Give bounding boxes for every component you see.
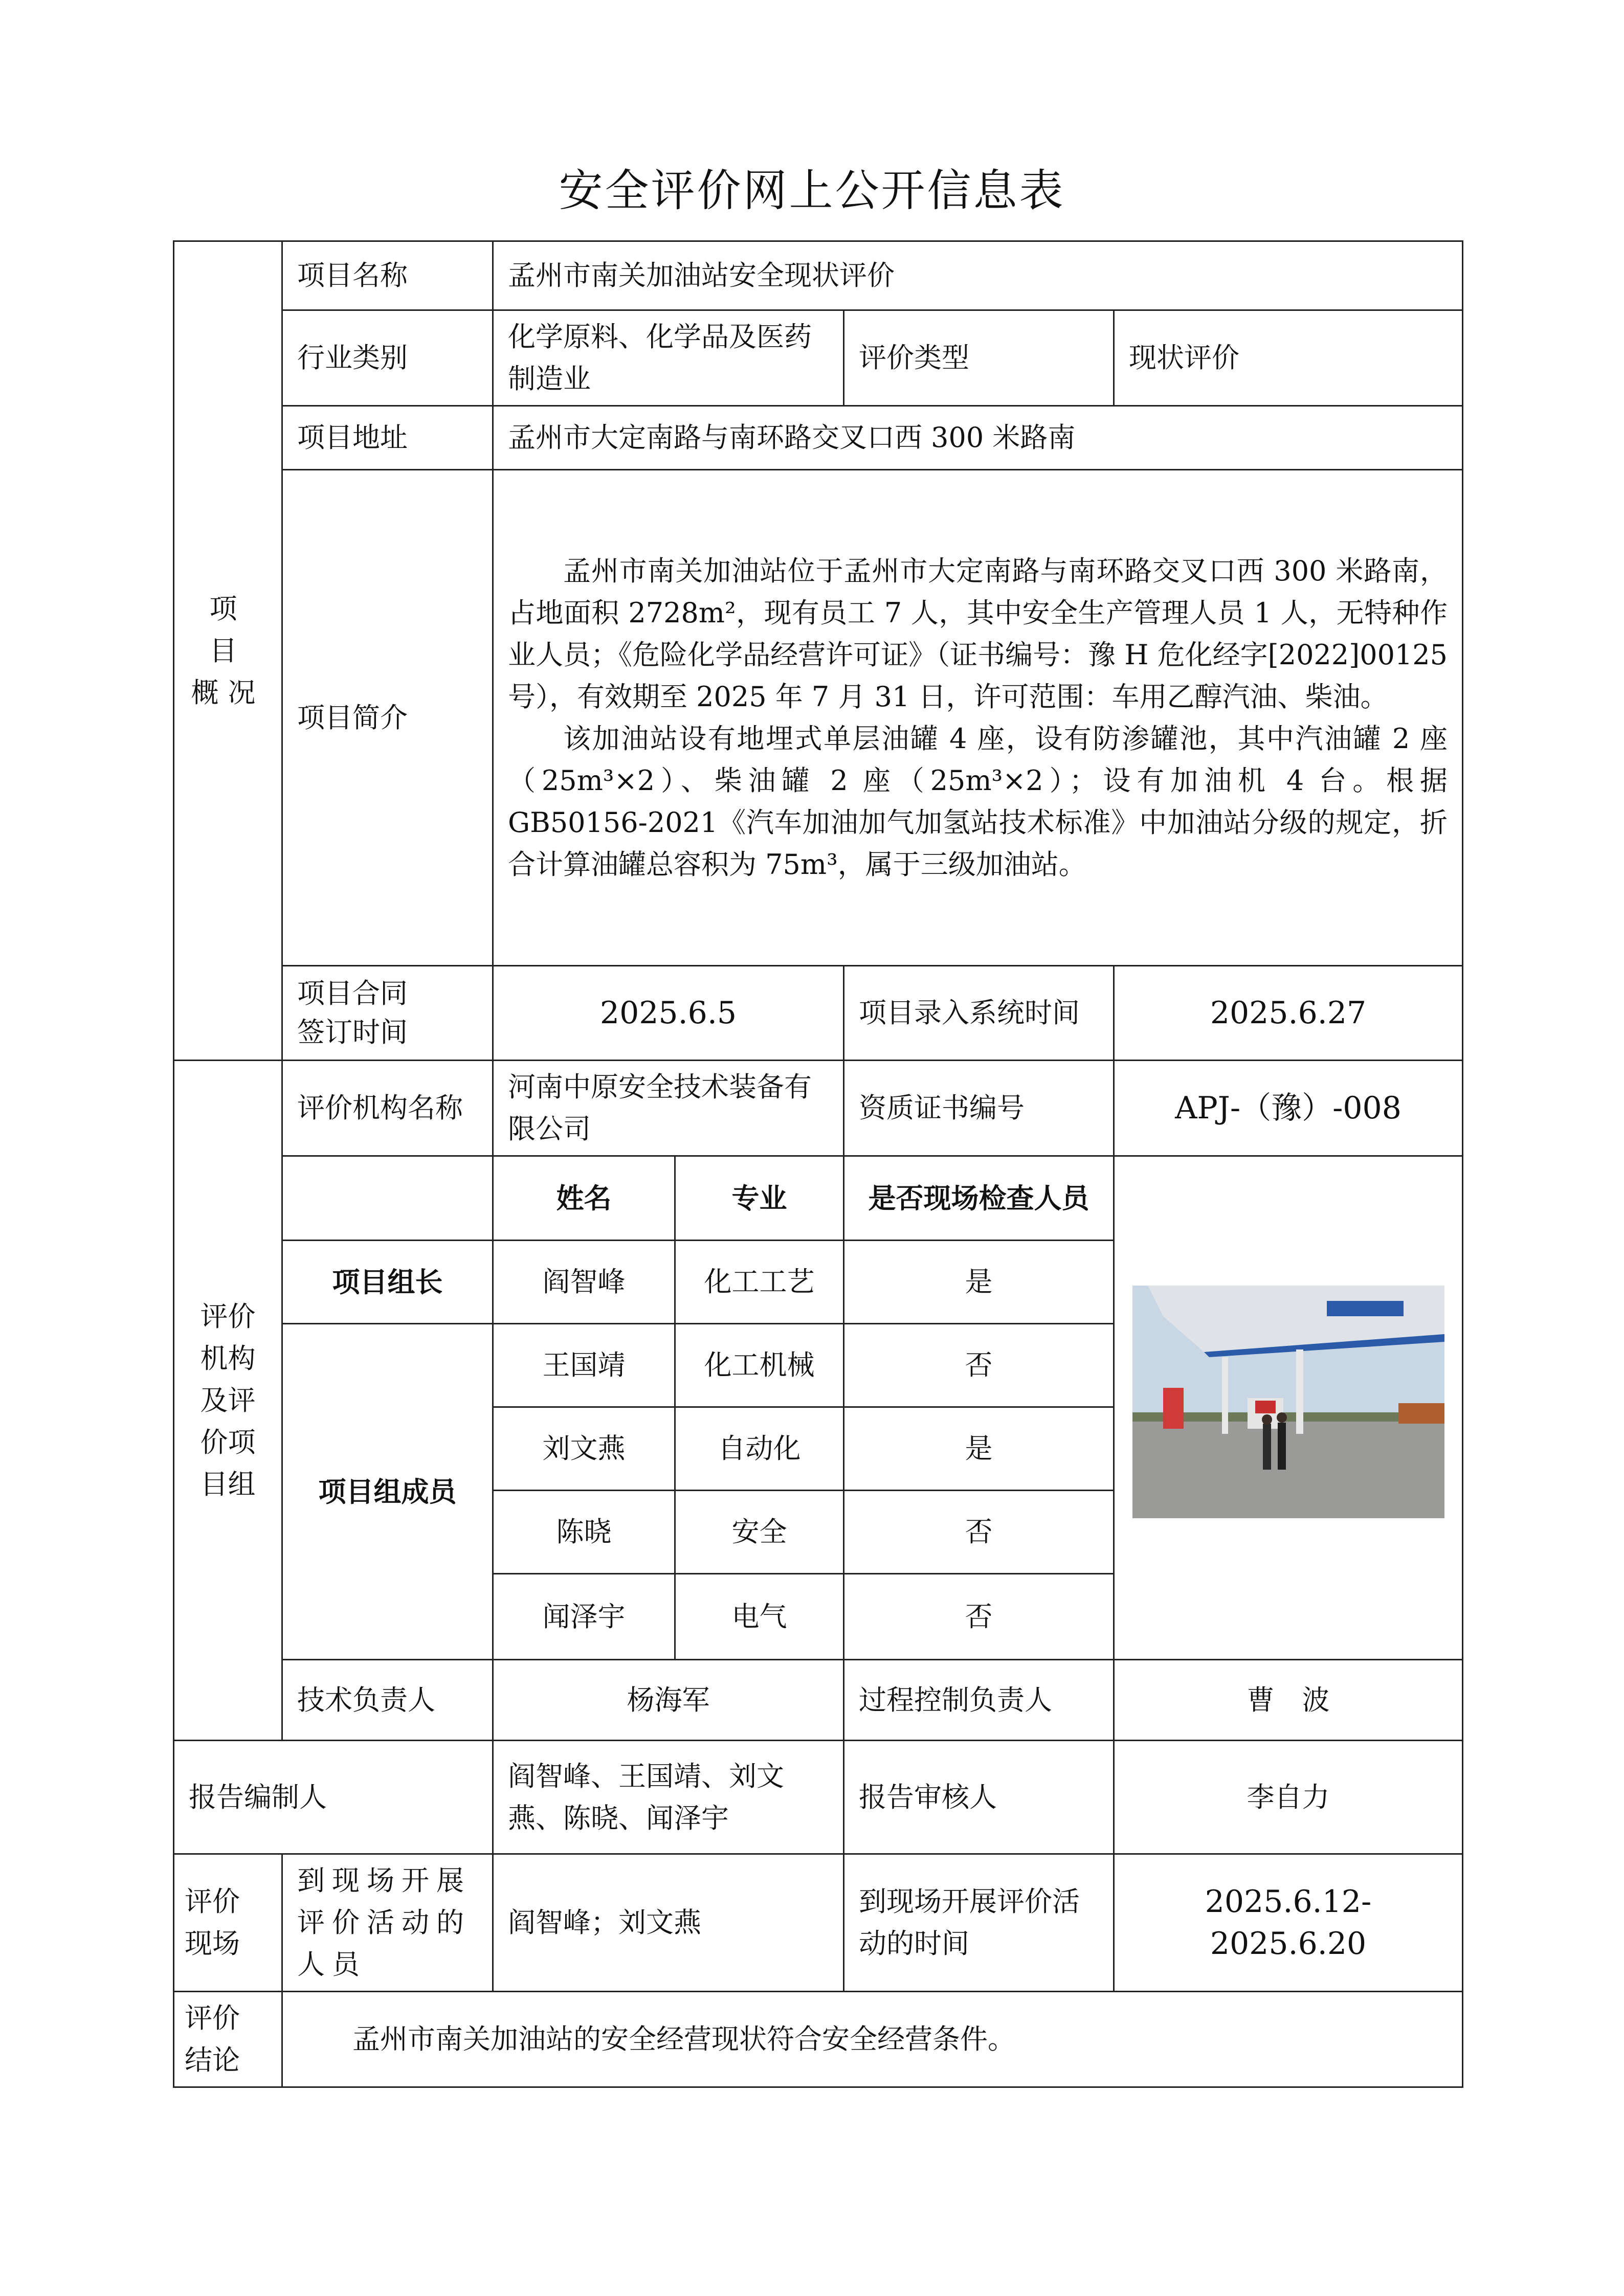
tech-lead-label: 技术负责人 — [282, 1660, 493, 1741]
eval-type-label: 评价类型 — [844, 310, 1114, 406]
conclusion-text: 孟州市南关加油站的安全经营现状符合安全经营条件。 — [282, 1992, 1463, 2087]
address-label: 项目地址 — [282, 406, 493, 470]
info-table — [173, 240, 1463, 2088]
report-reviewer: 李自力 — [1114, 1741, 1463, 1854]
gas-station-photo — [1132, 1286, 1444, 1518]
intro-label: 项目简介 — [282, 470, 493, 966]
member-onsite: 否 — [844, 1324, 1114, 1407]
report-writer-label: 报告编制人 — [174, 1741, 493, 1854]
member-major: 自动化 — [675, 1407, 844, 1491]
member-name: 王国靖 — [493, 1324, 675, 1407]
site-section-label: 评价 现场 — [174, 1854, 282, 1992]
entry-date: 2025.6.27 — [1114, 966, 1463, 1061]
leader-name: 阎智峰 — [493, 1241, 675, 1324]
member-onsite: 否 — [844, 1491, 1114, 1574]
site-people-label: 到现场开展评价活动的人员 — [282, 1854, 493, 1992]
cert-no-label: 资质证书编号 — [844, 1061, 1114, 1156]
site-photo-cell — [1114, 1156, 1463, 1660]
site-people: 阎智峰；刘文燕 — [493, 1854, 844, 1992]
page-title: 安全评价网上公开信息表 — [559, 165, 1065, 216]
contract-date-label: 项目合同 签订时间 — [282, 966, 493, 1061]
org-name-label: 评价机构名称 — [282, 1061, 493, 1156]
intro-paragraph-1: 孟州市南关加油站位于孟州市大定南路与南环路交叉口西 300 米路南，占地面积 2728m²，现有员工 7 人，其中安全生产管理人员 1 人，无特种作业人员；《危险化学品经营许可证》（证书编号：豫 H 危化经字[2022]00125 号），有效期至 2025 年 7 月 31 日，许可范围：车用乙醇汽油、柴油。 — [508, 554, 1448, 713]
team-header-blank — [282, 1156, 493, 1241]
member-name: 闻泽宇 — [493, 1574, 675, 1660]
leader-onsite: 是 — [844, 1241, 1114, 1324]
cert-no: APJ-（豫）-008 — [1114, 1061, 1463, 1156]
intro-paragraph-2: 该加油站设有地埋式单层油罐 4 座，设有防渗罐池，其中汽油罐 2 座（25m³×2）、柴油罐 2 座（25m³×2）；设有加油机 4 台。根据 GB50156-2021《汽车加油加气加氢站技术标准》中加油站分级的规定，折合计算油罐总容积为 75m³，属于三级加油站。 — [508, 722, 1448, 881]
eval-type-value: 现状评价 — [1114, 310, 1463, 406]
member-onsite: 是 — [844, 1407, 1114, 1491]
section-project-overview-label: 项 目 概况 — [174, 241, 282, 1061]
leader-major: 化工工艺 — [675, 1241, 844, 1324]
member-major: 化工机械 — [675, 1324, 844, 1407]
col-name-header: 姓名 — [493, 1156, 675, 1241]
member-onsite: 否 — [844, 1574, 1114, 1660]
process-lead-label: 过程控制负责人 — [844, 1660, 1114, 1741]
process-lead-name: 曹 波 — [1114, 1660, 1463, 1741]
report-writers: 阎智峰、王国靖、刘文燕、陈晓、闻泽宇 — [493, 1741, 844, 1854]
project-name: 孟州市南关加油站安全现状评价 — [493, 241, 1463, 310]
section-org-team-label: 评价 机构 及评 价项 目组 — [174, 1061, 282, 1741]
contract-date: 2025.6.5 — [493, 966, 844, 1061]
site-time-label: 到现场开展评价活动的时间 — [844, 1854, 1114, 1992]
entry-date-label: 项目录入系统时间 — [844, 966, 1114, 1061]
intro-text — [493, 470, 1463, 966]
report-reviewer-label: 报告审核人 — [844, 1741, 1114, 1854]
member-major: 安全 — [675, 1491, 844, 1574]
industry-value: 化学原料、化学品及医药制造业 — [493, 310, 844, 406]
member-name: 陈晓 — [493, 1491, 675, 1574]
member-major: 电气 — [675, 1574, 844, 1660]
conclusion-label: 评价 结论 — [174, 1992, 282, 2087]
col-major-header: 专业 — [675, 1156, 844, 1241]
members-label: 项目组成员 — [282, 1324, 493, 1660]
project-name-label: 项目名称 — [282, 241, 493, 310]
member-name: 刘文燕 — [493, 1407, 675, 1491]
leader-label: 项目组长 — [282, 1241, 493, 1324]
site-time: 2025.6.12-2025.6.20 — [1114, 1854, 1463, 1992]
col-onsite-header: 是否现场检查人员 — [844, 1156, 1114, 1241]
tech-lead-name: 杨海军 — [493, 1660, 844, 1741]
address-value: 孟州市大定南路与南环路交叉口西 300 米路南 — [493, 406, 1463, 470]
org-name: 河南中原安全技术装备有限公司 — [493, 1061, 844, 1156]
industry-label: 行业类别 — [282, 310, 493, 406]
